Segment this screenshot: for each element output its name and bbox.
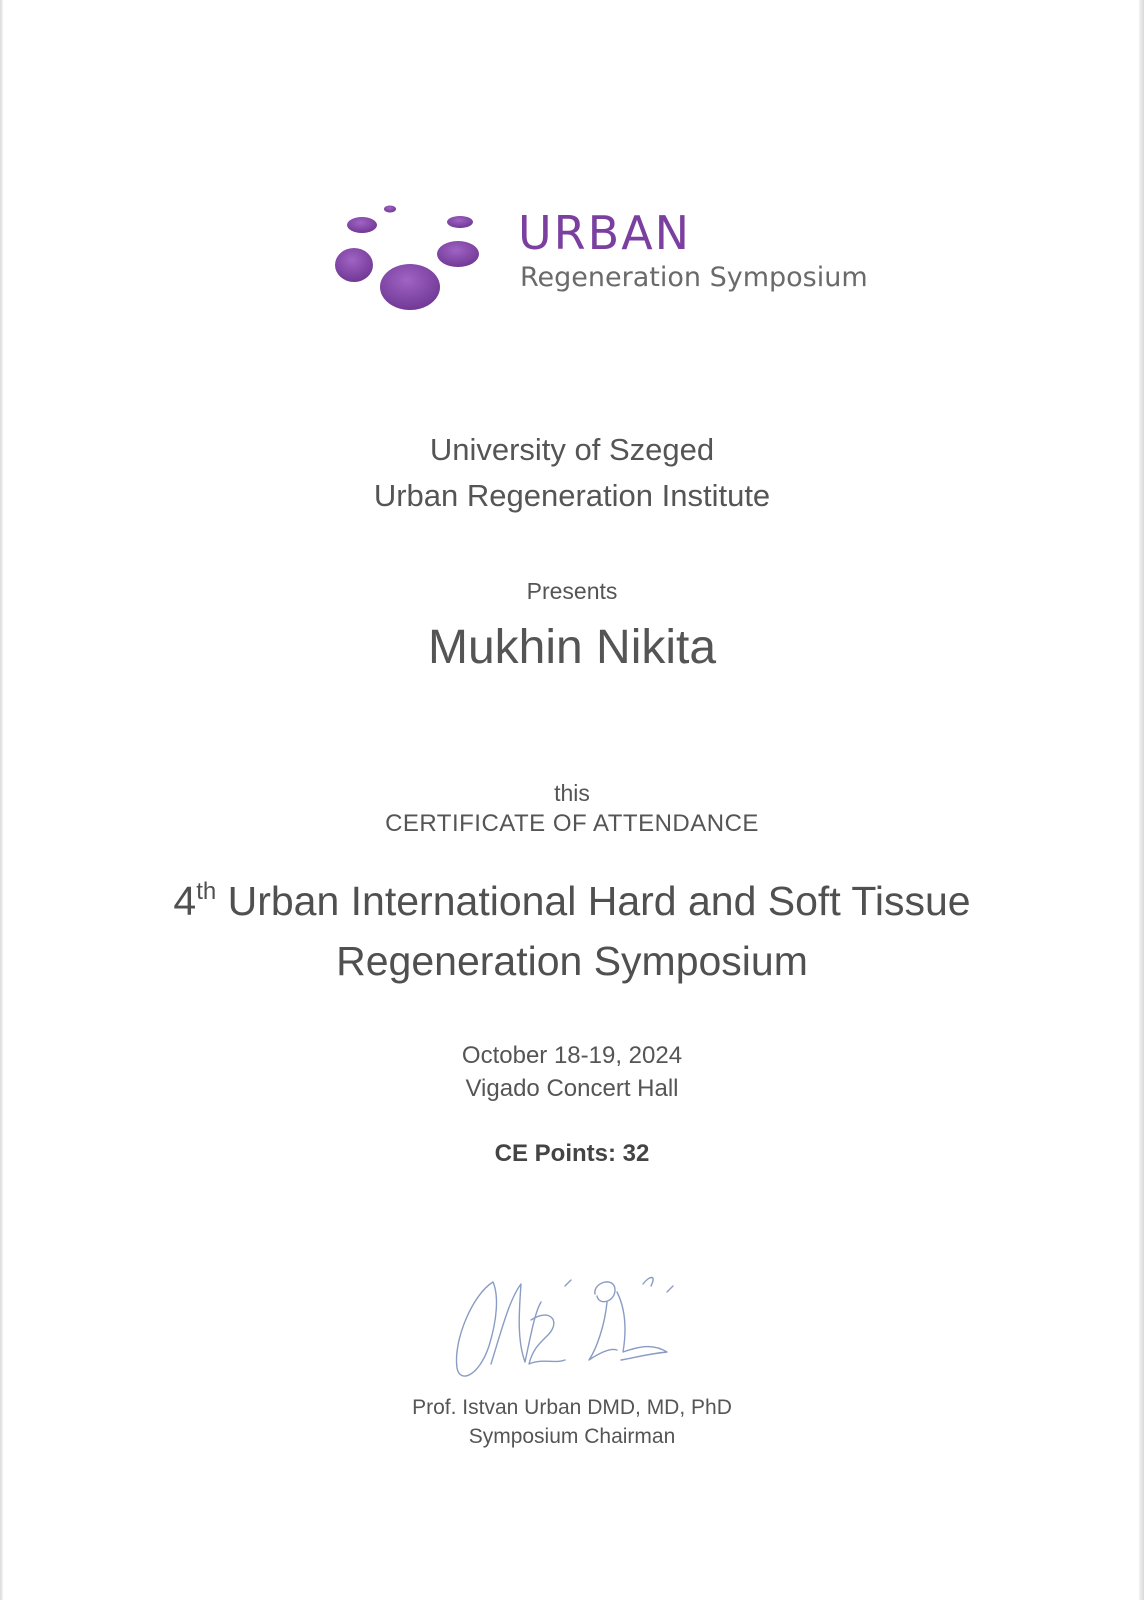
event-ordinal-number: 4	[173, 878, 197, 924]
event-title-line1	[0, 873, 1144, 929]
event-date: October 18-19, 2024	[461, 1042, 683, 1069]
presents-label: Presents	[526, 578, 618, 604]
logo-dots-icon	[335, 200, 485, 320]
certificate-type: CERTIFICATE OF ATTENDANCE	[385, 810, 759, 837]
event-title-line1-text: Urban International Hard and Soft Tissue	[227, 878, 971, 924]
logo-subtitle: Regeneration Symposium	[520, 262, 868, 293]
event-title-line2: Regeneration Symposium	[336, 938, 808, 984]
this-label: this	[554, 780, 590, 806]
signatory-role: Symposium Chairman	[468, 1425, 676, 1448]
symposium-logo	[335, 200, 895, 330]
event-ordinal-suffix: th	[196, 878, 217, 905]
signature-image	[445, 1268, 695, 1393]
ce-points: CE Points: 32	[494, 1140, 650, 1167]
signatory-name: Prof. Istvan Urban DMD, MD, PhD	[412, 1396, 732, 1419]
event-venue: Vigado Concert Hall	[465, 1075, 679, 1102]
logo-wordmark: URBAN	[518, 206, 692, 260]
recipient-name: Mukhin Nikita	[427, 621, 717, 674]
issuer-university: University of Szeged	[429, 432, 715, 467]
issuer-institute: Urban Regeneration Institute	[373, 478, 771, 513]
